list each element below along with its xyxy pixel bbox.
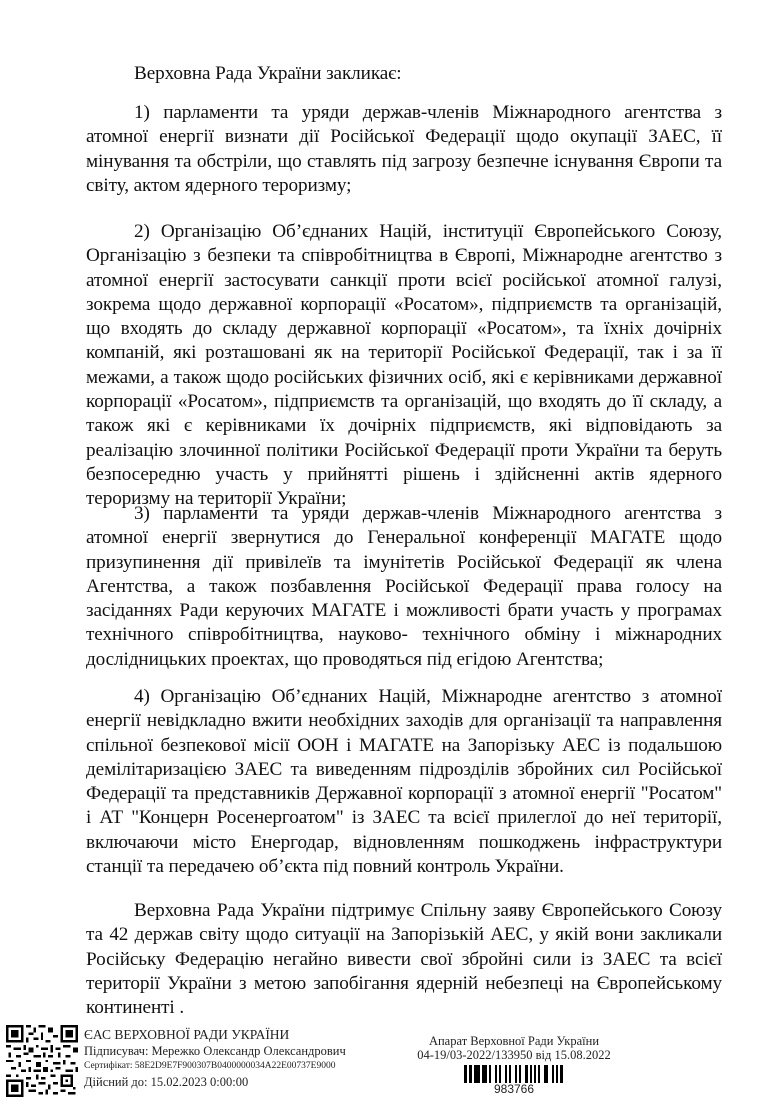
closing-paragraph: Верховна Рада України підтримує Спільну заяву Європейського Союзу та 42 держав світу щодо ситуації на Запорізькій АЕС, у якій вони закликали Російську Федерацію негайно вивести свої збройні сили із ЗАЕС та всієї території України з метою запобігання ядерній небезпеці на Європейському континенті . [86,900,722,1019]
barcode-icon [464,1065,564,1083]
registration-number: 04-19/03-2022/133950 від 15.08.2022 [417,1048,611,1062]
digital-signature-info [84,1027,346,1091]
signature-valid-until: Дійсний до: 15.02.2023 0:00:00 [84,1075,249,1089]
intro-paragraph: Верховна Рада України закликає: [134,63,402,84]
signature-certificate: Сертифікат: 58E2D9E7F900307B0400000034A22E00737E9000 [84,1061,336,1071]
registration-stamp [414,1034,614,1095]
qr-code-icon [6,1025,78,1097]
registration-office: Апарат Верховної Ради України [428,1034,600,1048]
paragraph-4: 4) Організацію Об’єднаних Націй, Міжнародне агентство з атомної енергії невідкладно вжити необхідних заходів для організації та направлення спільної безпекової місії ООН і МАГАТЕ на Запорізьку АЕС із подальшою демілітаризацією ЗАЕС та виведенням підрозділів збройних сил Російської Федерації та представників Державної корпорації з атомної енергії "Росатом" і АТ "Концерн Росенергоатом" із ЗАЕС та всієї прилеглої до неї території, включаючи місто Енергодар, відновленням пошкоджень інфраструктури станції та передачею об’єкта під повний контроль України. [86,686,722,878]
paragraph-3: 3) парламенти та уряди держав-членів Міжнародного агентства з атомної енергії звернутися до Генеральної конференції МАГАТЕ щодо призупинення дії привілеїв та імунітетів Російської Федерації як члена Агентства, а також позбавлення Російської Федерації права голосу на засіданнях Ради керуючих МАГАТЕ і можливості брати участь у програмах технічного співробітництва, науково- технічного обміну і міжнародних дослідницьких проектах, що проводяться під егідою Агентства; [86,503,722,670]
paragraph-2: 2) Організацію Об’єднаних Націй, інституції Європейського Союзу, Організацію з безпеки та співробітництва в Європі, Міжнародне агентство з атомної енергії застосувати санкції проти всієї російської атомної галузі, зокрема щодо державної корпорації «Росатом», підприємств та організацій, що входять до складу державної корпорації «Росатом», та їхніх дочірніх компаній, які розташовані як на території Російської Федерації, так і за її межами, а також щодо російських фізичних осіб, які є керівниками державної корпорації «Росатом», підприємств та організацій, що входять до її складу, а також які є керівниками їх дочірніх підприємств, які відповідають за реалізацію злочинної політики Російської Федерації проти України та беруть безпосередню участь у прийнятті рішень і здійсненні актів ядерного тероризму на території України; [86,221,722,510]
barcode-number: 983766 [493,1082,535,1096]
signature-organization: ЄАС ВЕРХОВНОЇ РАДИ УКРАЇНИ [84,1027,290,1042]
paragraph-1: 1) парламенти та уряди держав-членів Міжнародного агентства з атомної енергії визнати дії Російської Федерації щодо окупації ЗАЕС, її мінування та обстріли, що ставлять під загрозу безпечне існування Європи та світу, актом ядерного тероризму; [86,102,722,196]
signature-signer: Підписувач: Мережко Олександр Олександрович [84,1044,346,1058]
signature-block [0,1022,400,1106]
